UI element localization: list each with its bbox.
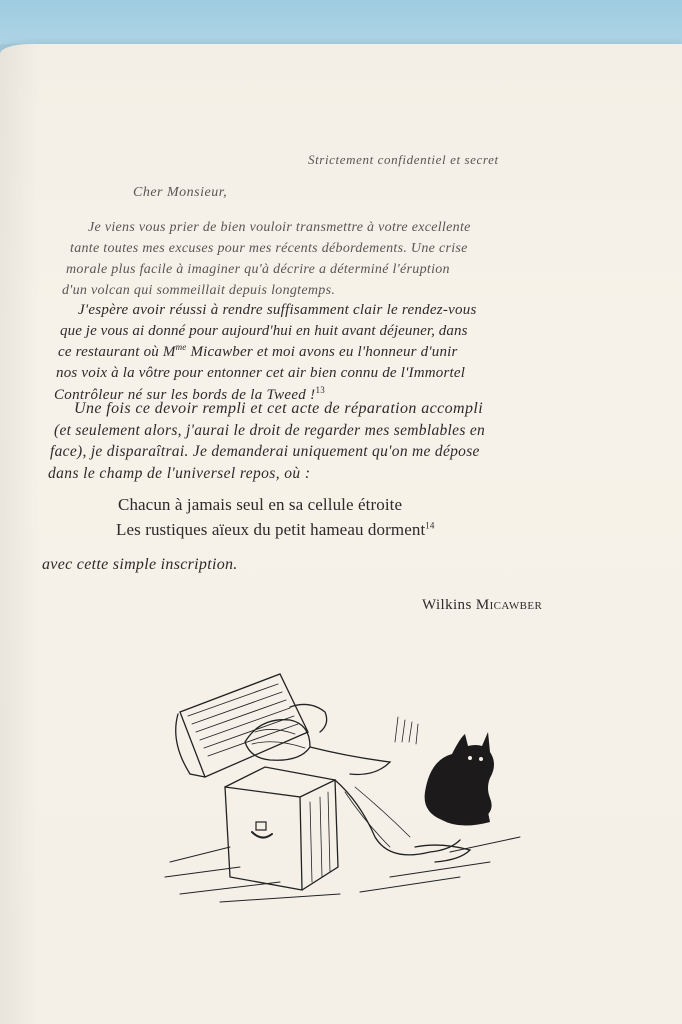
paragraph3-line: face), je disparaîtrai. Je demanderai uniquement qu'on me dépose: [50, 443, 480, 460]
closing-line: avec cette simple inscription.: [42, 556, 238, 573]
paragraph3-line: dans le champ de l'universel repos, où :: [48, 465, 311, 482]
superscript-me: me: [175, 342, 187, 352]
paragraph3-line: Une fois ce devoir rempli et cet acte de réparation accompli: [74, 400, 484, 417]
paragraph2-line: J'espère avoir réussi à rendre suffisamment clair le rendez-vous: [78, 302, 477, 318]
paragraph1-line: Je viens vous prier de bien vouloir transmettre à votre excellente: [88, 220, 471, 235]
footnote-13: 13: [315, 385, 326, 395]
verse-text: Les rustiques aïeux du petit hameau dorment: [116, 520, 426, 539]
signature-first-name: Wilkins: [422, 597, 472, 613]
verse-line: [116, 520, 434, 540]
paragraph3-line: (et seulement alors, j'aurai le droit de regarder mes semblables en: [54, 422, 486, 439]
paragraph2-text: ce restaurant où M: [58, 344, 176, 360]
paragraph2-line: [58, 344, 458, 361]
salutation: Cher Monsieur,: [133, 185, 228, 200]
paragraph2-line: nos voix à la vôtre pour entonner cet air bien connu de l'Immortel: [56, 365, 466, 381]
paragraph2-line: que je vous ai donné pour aujourd'hui en huit avant déjeuner, dans: [60, 323, 468, 339]
paragraph1-line: morale plus facile à imaginer qu'à décrire a déterminé l'éruption: [66, 262, 450, 277]
paragraph2-text: Contrôleur né sur les bords de la Tweed !: [54, 387, 316, 403]
signature-last-name: Micawber: [475, 597, 543, 613]
paragraph1-line: d'un volcan qui sommeillait depuis longtemps.: [62, 283, 336, 298]
paragraph2-text: Micawber et moi avons eu l'honneur d'unir: [186, 344, 458, 360]
footnote-14: 14: [425, 520, 435, 531]
trunk-and-cat-illustration: [160, 662, 540, 912]
paragraph1-line: tante toutes mes excuses pour mes récents débordements. Une crise: [70, 241, 468, 256]
verse-line: Chacun à jamais seul en sa cellule étroite: [118, 495, 403, 514]
letter-heading: Strictement confidentiel et secret: [308, 152, 499, 167]
signature: [422, 597, 542, 614]
